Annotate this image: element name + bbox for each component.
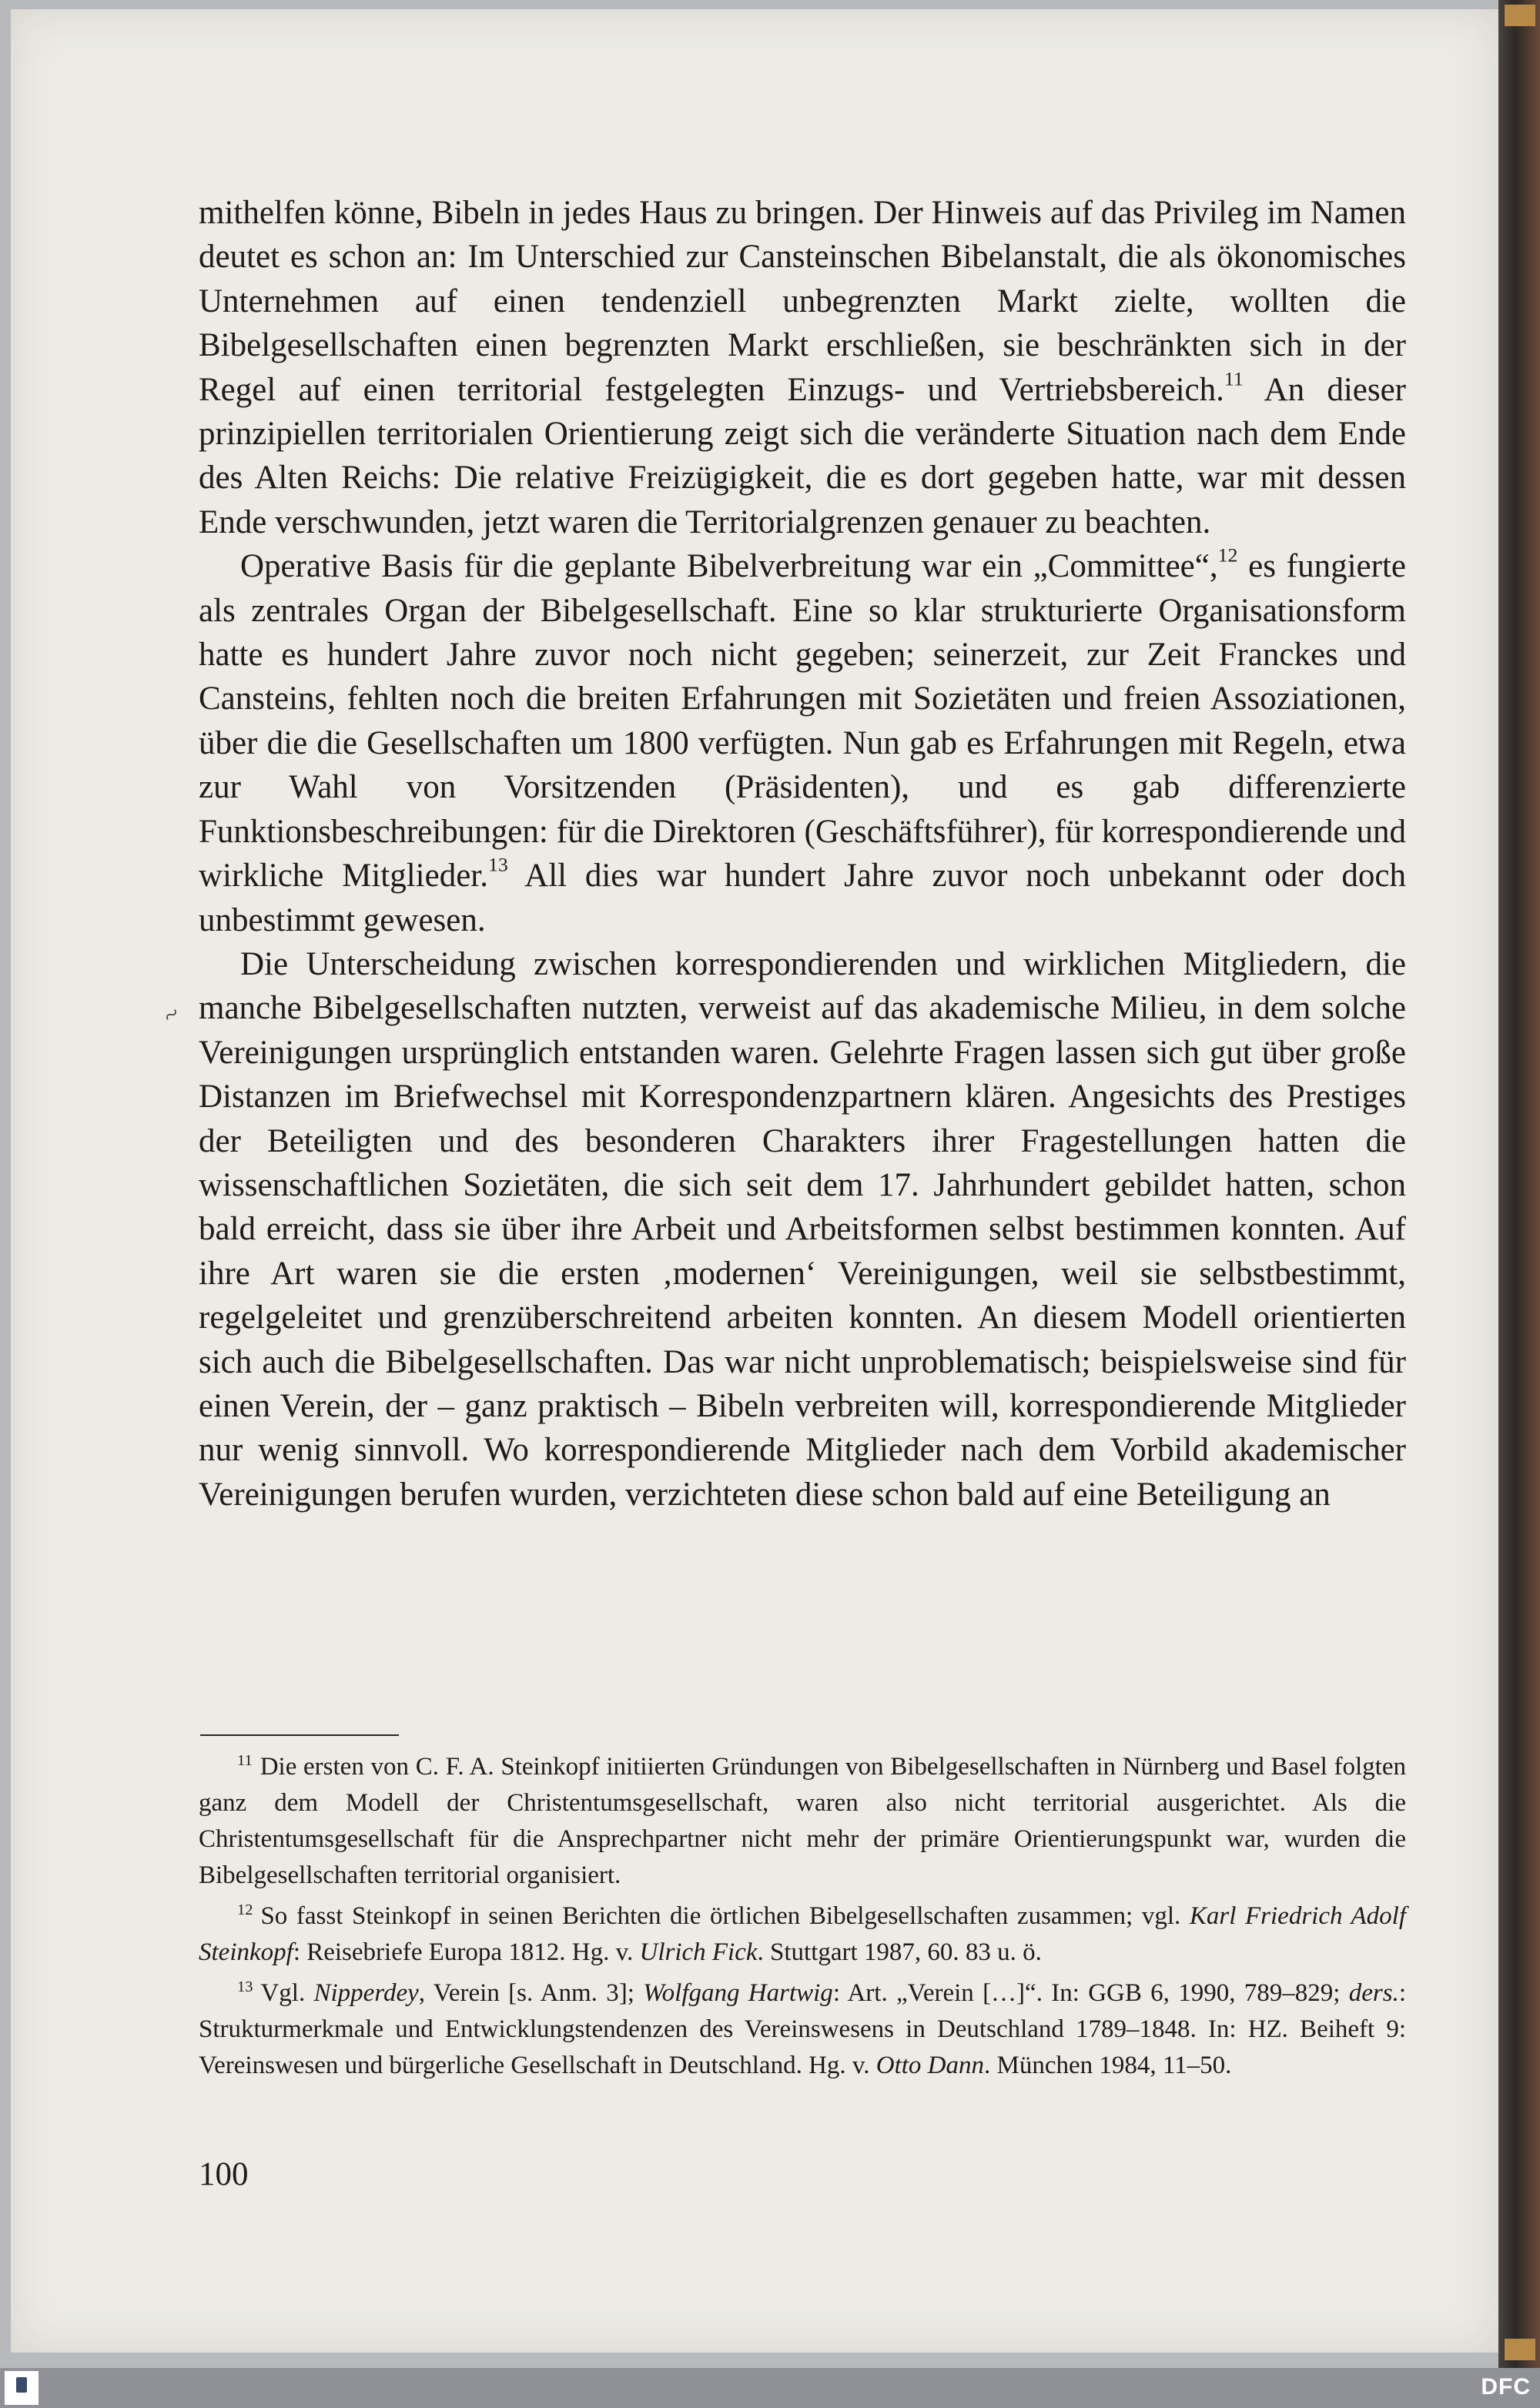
book-binding xyxy=(1498,0,1540,2368)
margin-pencil-mark: ~ xyxy=(157,999,186,1032)
text-run: . München 1984, 11–50. xyxy=(984,2052,1232,2079)
body-paragraph xyxy=(199,191,1406,544)
italic-text: Wolfgang Hartwig xyxy=(643,1979,833,2007)
italic-text: Ulrich Fick xyxy=(639,1938,758,1966)
italic-text: ders. xyxy=(1348,1979,1399,2007)
text-run: : Strukturmerkmale und Entwicklungstendenzen des Vereinswesens in Deutschland 1789–1848. In: HZ. Beiheft 9: Vereinswesen und bürgerliche Gesellschaft in Deutschland. Hg. v. xyxy=(199,1979,1406,2079)
text-run: All dies war hundert Jahre zuvor noch unbekannt oder doch unbestimmt gewesen. xyxy=(199,858,1406,938)
text-run: Vgl. xyxy=(260,1979,314,2007)
footnote-rule xyxy=(200,1734,399,1736)
footnote-ref: 11 xyxy=(1224,367,1244,390)
text-run: mithelfen könne, Bibeln in jedes Haus zu bringen. Der Hinweis auf das Privileg im Namen deutet es schon an: Im Unterschied zur Cansteinschen Bibelanstalt, die als ökonomisches Unternehmen auf einen tendenziell unbegrenzten Markt zielte, wollten die Bibelgesellschaften einen begrenzten Markt erschließen, sie beschränkten sich in der Regel auf einen territorial festgelegten Einzugs- und Vertriebsbereich. xyxy=(199,195,1406,408)
text-run: So fasst Steinkopf in seinen Berichten die örtlichen Bibelgesellschaften zusammen; vgl. xyxy=(260,1902,1190,1930)
viewer-footer-bar xyxy=(0,2368,1540,2408)
body-text xyxy=(199,191,1406,1517)
footnotes xyxy=(199,1749,1406,2089)
text-run: es fungierte als zentrales Organ der Bibelgesellschaft. Eine so klar strukturierte Organisationsform hatte es hundert Jahre zuvor noch nicht gegeben; seinerzeit, zur Zeit Franckes und Cansteins, fehlten noch die breiten Erfahrungen mit Sozietäten und freien Assoziationen, über die die Gesellschaften um 1800 verfügten. Nun gab es Erfahrungen mit Regeln, etwa zur Wahl von Vorsitzenden (Präsidenten), und es gab differenzierte Funktionsbeschreibungen: für die Direktoren (Geschäftsführer), für korrespondierende und wirkliche Mitglieder. xyxy=(199,548,1406,895)
text-run: Operative Basis für die geplante Bibelverbreitung war ein „Committee“, xyxy=(240,548,1218,585)
dfc-logo: DFC xyxy=(1481,2374,1531,2400)
footnote xyxy=(199,1975,1406,2084)
text-run: , Verein [s. Anm. 3]; xyxy=(418,1979,644,2007)
footnote-number: 13 xyxy=(237,1978,253,1995)
page-number: 100 xyxy=(199,2156,249,2192)
text-run: An dieser prinzipiellen territorialen Orientierung zeigt sich die veränderte Situation nach dem Ende des Alten Reichs: Die relative Freizügigkeit, die es dort gegeben hatte, war mit dessen Ende verschwunden, jetzt waren die Territorialgrenzen genauer zu beachten. xyxy=(199,371,1406,540)
footnote xyxy=(199,1898,1406,1971)
footnote xyxy=(199,1749,1406,1894)
bookmark-ribbon-top xyxy=(1505,5,1535,26)
bookmark-ribbon-bottom xyxy=(1505,2339,1535,2360)
italic-text: Karl Friedrich Adolf Steinkopf xyxy=(199,1902,1406,1966)
text-run: : Reisebriefe Europa 1812. Hg. v. xyxy=(293,1938,640,1966)
italic-text: Nipperdey xyxy=(313,1979,419,2007)
library-logo-icon xyxy=(5,2371,38,2405)
body-paragraph xyxy=(199,544,1406,942)
italic-text: Otto Dann xyxy=(875,2052,985,2079)
footnote-ref: 12 xyxy=(1217,543,1238,567)
footnote-number: 12 xyxy=(237,1901,253,1918)
text-run: : Art. „Verein […]“. In: GGB 6, 1990, 789–829; xyxy=(832,1979,1349,2007)
text-run: Die ersten von C. F. A. Steinkopf initiierten Gründungen von Bibelgesellschaften in Nürnberg und Basel folgten ganz dem Modell der Christentumsgesellschaft, waren also nicht territorial ausgerichtet. Als die Christentumsgesellschaft für die Ansprechpartner nicht mehr der primäre Orientierungspunkt war, wurden die Bibelgesellschaften territorial organisiert. xyxy=(199,1753,1406,1889)
body-paragraph xyxy=(199,942,1406,1517)
footnote-ref: 13 xyxy=(488,853,508,876)
text-run: . Stuttgart 1987, 60. 83 u. ö. xyxy=(757,1938,1042,1966)
footnote-number: 11 xyxy=(237,1751,253,1769)
text-run: Die Unterscheidung zwischen korrespondierenden und wirklichen Mitgliedern, die manche Bibelgesellschaften nutzten, verweist auf das akademische Milieu, in dem solche Vereinigungen ursprünglich entstanden waren. Gelehrte Fragen lassen sich gut über große Distanzen im Briefwechsel mit Korrespondenzpartnern klären. Angesichts des Prestiges der Beteiligten und des besonderen Charakters ihrer Fragestellungen hatten die wissenschaftlichen Sozietäten, die sich seit dem 17. Jahrhundert gebildet hatten, schon bald erreicht, dass sie über ihre Arbeit und Arbeitsformen selbst bestimmen konnten. Auf ihre Art waren sie die ersten ‚modernen‘ Vereinigungen, weil sie selbstbestimmt, regelgeleitet und grenzüberschreitend arbeiten konnten. An diesem Modell orientierten sich auch die Bibelgesellschaften. Das war nicht unproblematisch; beispielsweise sind für einen Verein, der – ganz praktisch – Bibeln verbreiten will, korrespondierende Mitglieder nur wenig sinnvoll. Wo korrespondierende Mitglieder nach dem Vorbild akademischer Vereinigungen berufen wurden, verzichteten diese schon bald auf eine Beteiligung an xyxy=(199,945,1406,1513)
